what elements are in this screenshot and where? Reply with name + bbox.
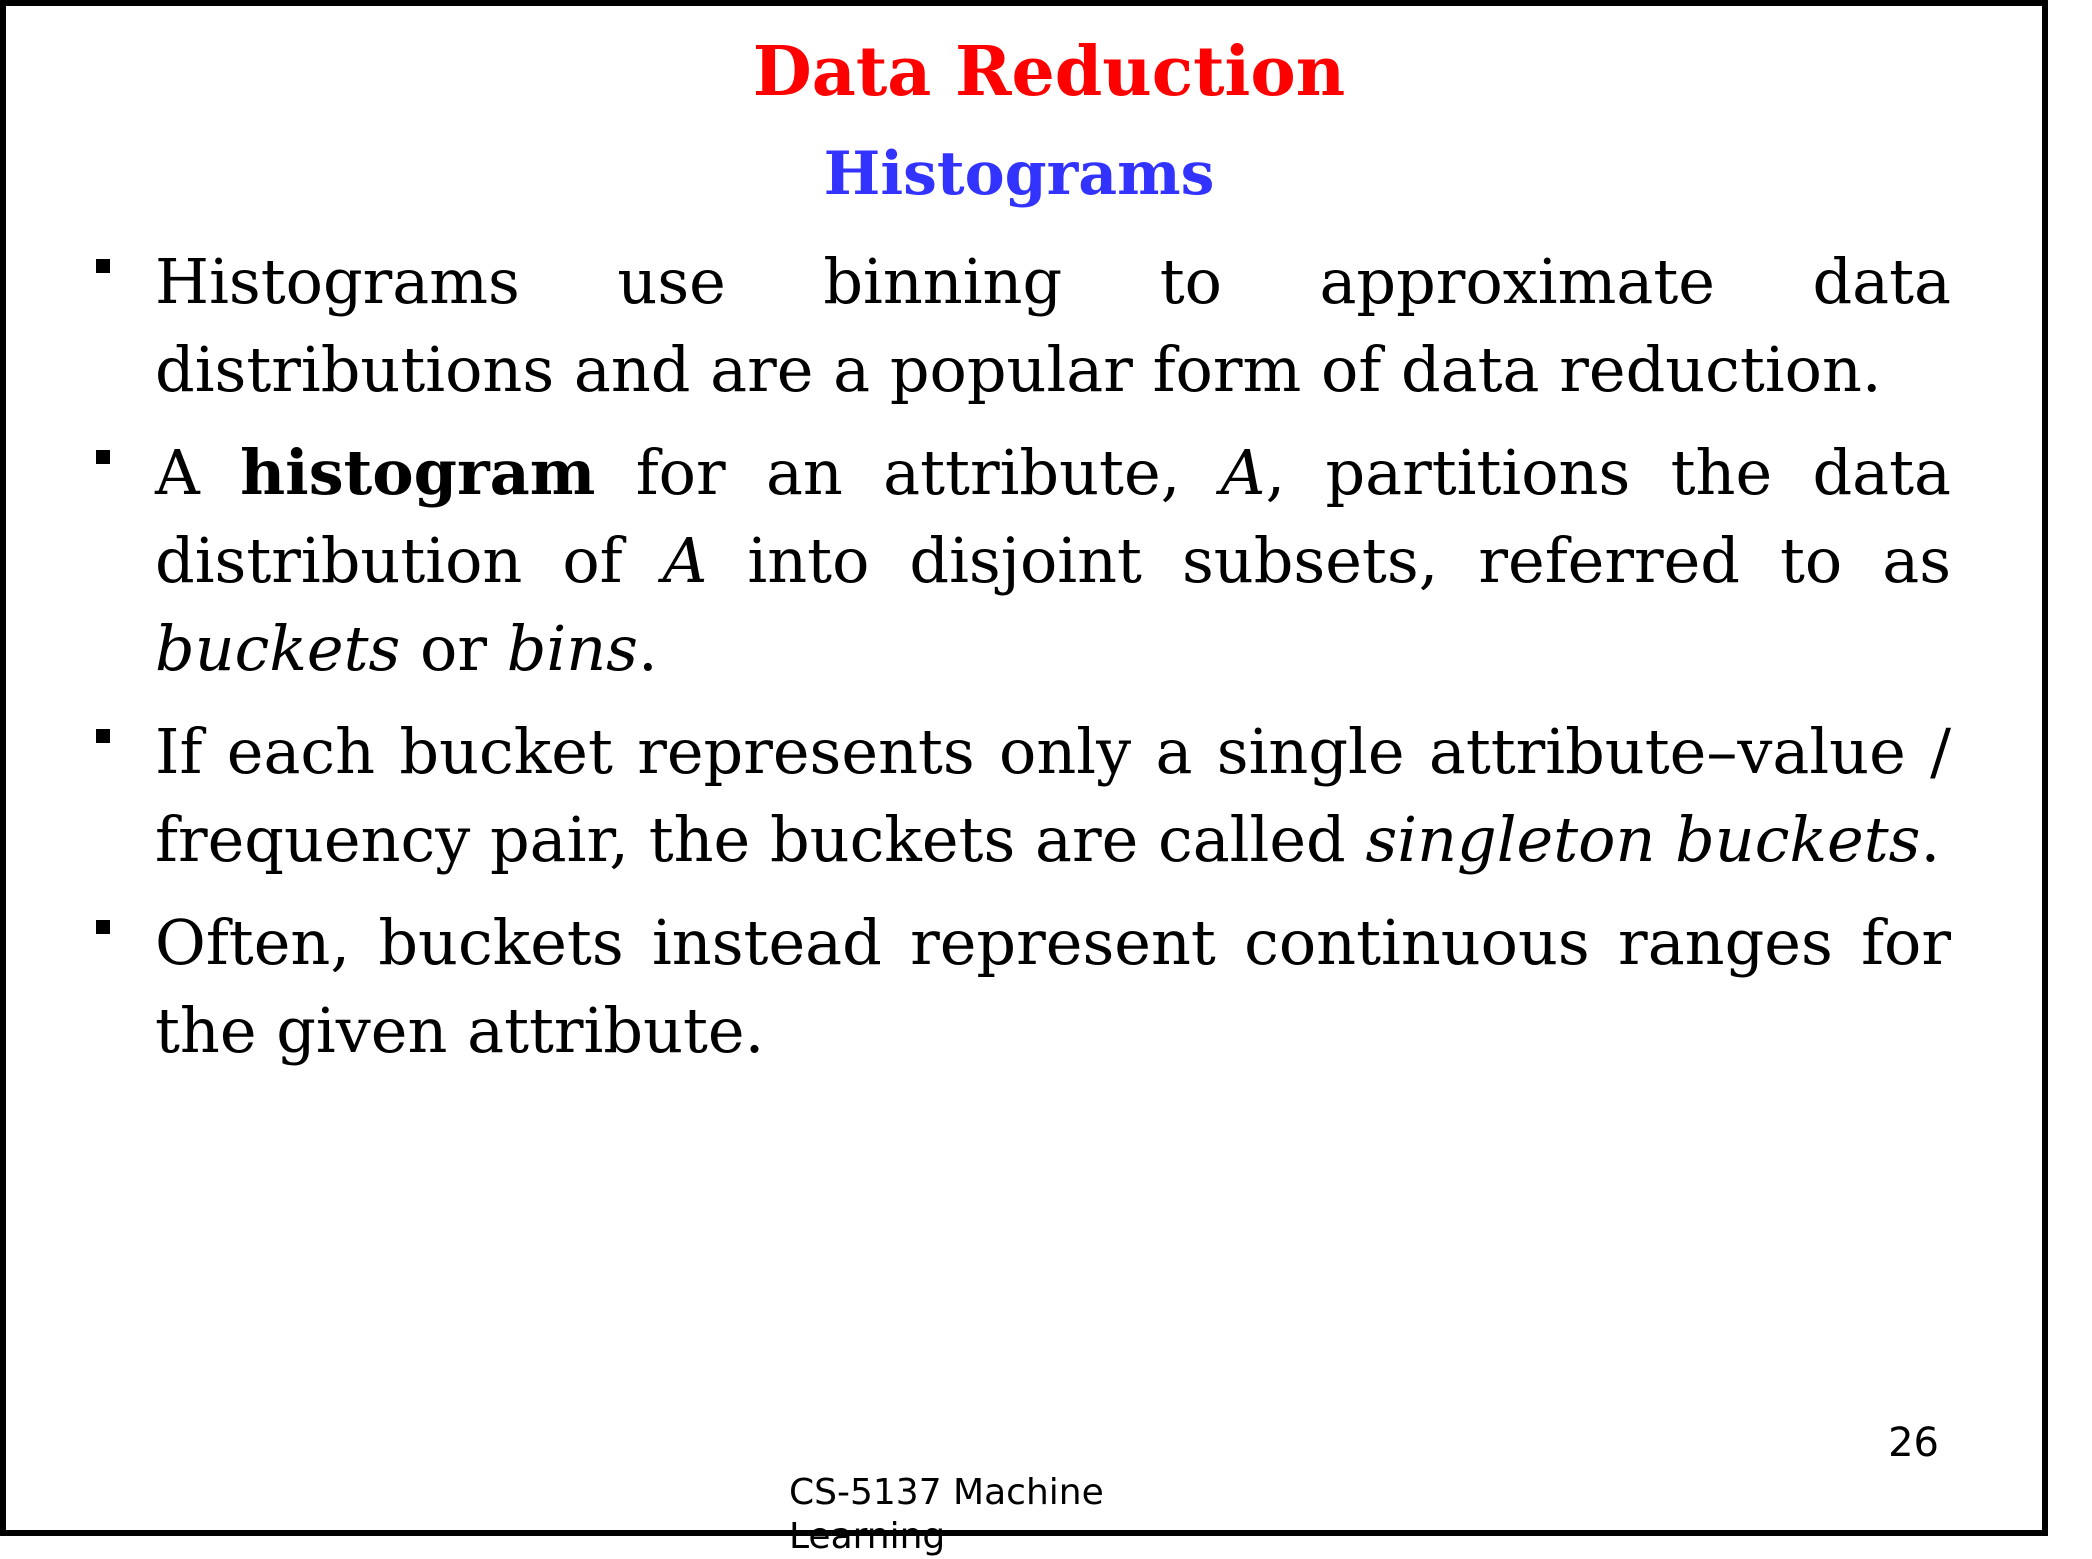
bullet-item <box>96 899 1951 1075</box>
bullet-text: If each bucket represents only a single attribute–value / frequency pair, the buckets are called singleton buckets. <box>155 715 1951 876</box>
slide-title: Data Reduction <box>752 32 1346 112</box>
bullet-text: Histograms use binning to approximate data distributions and are a popular form of data reduction. <box>155 245 1951 406</box>
square-bullet-icon <box>96 729 110 743</box>
italic-term: singleton buckets <box>1365 803 1921 876</box>
footer-course-label: CS-5137 Machine Learning <box>789 1472 1104 1557</box>
bullet-item <box>96 238 1951 414</box>
bold-term: histogram <box>240 436 596 509</box>
italic-term: buckets <box>155 612 401 685</box>
square-bullet-icon <box>96 450 110 464</box>
italic-term: A <box>662 524 708 597</box>
bullet-text: Often, buckets instead represent continuous ranges for the given attribute. <box>155 906 1951 1067</box>
bullet-list <box>96 238 1951 1090</box>
square-bullet-icon <box>96 259 110 273</box>
bullet-item <box>96 429 1951 693</box>
square-bullet-icon <box>96 920 110 934</box>
italic-term: A <box>1220 436 1266 509</box>
bullet-text: A histogram for an attribute, A, partitions the data distribution of A into disjoint subsets, referred to as buckets or bins. <box>155 436 1952 685</box>
slide-subtitle: Histograms <box>823 139 1215 209</box>
italic-term: bins <box>506 612 638 685</box>
page-number: 26 <box>1888 1420 1939 1466</box>
bullet-item <box>96 708 1951 884</box>
